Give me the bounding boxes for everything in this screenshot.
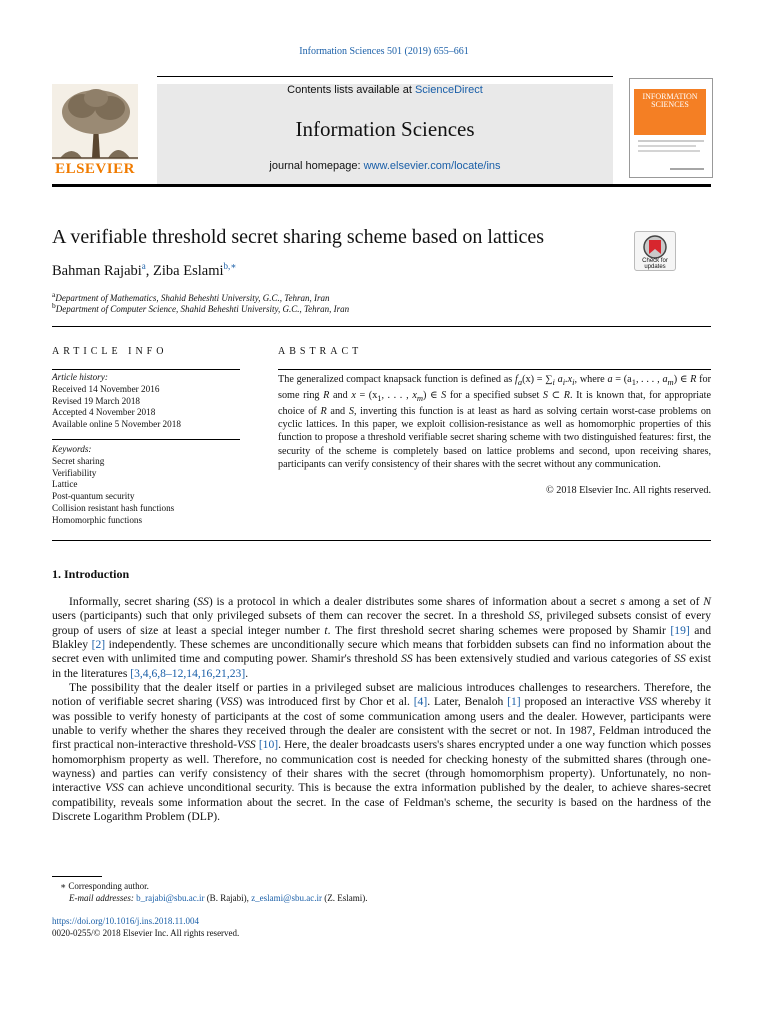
header-rule	[157, 76, 613, 77]
keyword: Homomorphic functions	[52, 514, 143, 525]
reference-link[interactable]: [1]	[507, 695, 521, 709]
keyword: Collision resistant hash functions	[52, 502, 175, 513]
article-info-heading: ARTICLE INFO	[52, 346, 168, 357]
article-history	[52, 372, 240, 431]
reference-link[interactable]: [3,4,6,8–12,14,16,21,23]	[130, 666, 246, 680]
affiliation-text: Department of Mathematics, Shahid Beheshti University, G.C., Tehran, Iran	[55, 293, 330, 303]
cover-title: INFORMATION SCIENCES	[642, 92, 698, 109]
contents-line	[157, 84, 613, 96]
abstract-text: The generalized compact knapsack function is defined as $f_a(x) = \sum_i$ $a_i.x_i$, where $a = (a_1$, . . . , $a_m$) ∈ R for some ring R and $x = (x_1$, . . . , $x_m$) ∈ S for a specified subset S ⊂ R. It is known that, for appropriate choice of R and S, inverting this function is at least as hard as solving certain worst-case problems on cyclic lattices. In this paper, we exploit collision-resistance as well as homomorphic properties of this function to propose a threshold verifiable secret sharing scheme with two distinguished features: first, the security of the scheme is completely based on lattice problems and second, upon receiving shares, participants can verify consistency of their shares with the secret without any communication.	[278, 374, 712, 470]
section-rule	[52, 540, 711, 541]
paragraph: The possibility that the dealer itself or parties in a privileged subset are malicious introduces challenges to researchers. Therefore, the notion of verifiable secret sharing (VSS) was introduced first by Chor et al. [4]. Later, Benaloh [1] proposed an interactive VSS whereby it was possible to verify honesty of participants at the cost of some communication among users and the dealer. However, participants were unable to verify whether the shares they received through the dealer are consistent with the secret or not. In 1987, Feldman introduced the first practical non-interactive threshold-VSS [10]. Here, the dealer broadcasts users's shares encrypted under a one way function which posses homomorphism property as well. Therefore, no communication cost is needed for checking honesty of the submitted shares (through one-wayness) and parties can verify consistency of their shares with the secret (through homomorphism property). Unfortunately, no non-interactive VSS can achieve unconditional security. This is because the extra information published by the dealer, to achieve shares-secret compatibility, reveals some information about the secret. In the case of Feldman's scheme, the security is based on the hardness of the Discrete Logarithm Problem (DLP).	[52, 681, 712, 824]
introduction-body	[52, 595, 711, 825]
header-thick-rule	[52, 184, 711, 187]
sciencedirect-link[interactable]: ScienceDirect	[414, 84, 483, 96]
doi-link[interactable]: https://doi.org/10.1016/j.ins.2018.11.004	[52, 916, 200, 926]
journal-cover	[629, 78, 713, 178]
journal-citation[interactable]: Information Sciences 501 (2019) 655–661	[299, 46, 469, 57]
elsevier-wordmark: ELSEVIER	[55, 161, 135, 177]
keyword: Secret sharing	[52, 455, 105, 466]
email-link[interactable]: z_eslami@sbu.ac.ir	[251, 893, 322, 903]
homepage-link[interactable]: www.elsevier.com/locate/ins	[363, 160, 501, 172]
abstract-heading: ABSTRACT	[278, 346, 363, 357]
history-label: Article history:	[52, 372, 108, 382]
abstract-rule	[278, 369, 711, 370]
footnote-text: Corresponding author.	[68, 881, 149, 891]
cover-text-lines-icon	[630, 79, 712, 177]
section-heading: 1. Introduction	[52, 567, 130, 581]
keywords-rule	[52, 439, 240, 440]
corresponding-author-note	[60, 880, 149, 892]
history-item: Accepted 4 November 2018	[52, 407, 156, 418]
keyword: Post-quantum security	[52, 491, 135, 502]
email-note: E-mail addresses: b_rajabi@sbu.ac.ir (B. Rajabi), z_eslami@sbu.ac.ir (Z. Eslami).	[69, 893, 368, 903]
article-title: A verifiable threshold secret sharing scheme based on lattices	[52, 226, 545, 248]
journal-name: Information Sciences	[295, 117, 475, 141]
author-affil-mark[interactable]: b,∗	[223, 261, 237, 271]
reference-link[interactable]: [4]	[413, 695, 428, 709]
keywords	[52, 444, 240, 527]
affiliation-mark: a	[52, 290, 56, 299]
homepage-prefix: journal homepage:	[269, 160, 364, 172]
affiliation-text: Department of Computer Science, Shahid Beheshti University, G.C., Tehran, Iran	[55, 304, 350, 314]
paragraph: Informally, secret sharing (SS) is a protocol in which a dealer distributes some shares of information about a secret s among a set of N users (participants) such that only privileged subsets of them can recover the secret. In a threshold SS, privileged subsets consist of every group of users of size at least a special integer number t. The first threshold secret sharing schemes were proposed by Shamir [19] and Blakley [2] independently. These schemes are unconditionally secure which means that forbidden subsets can find no information about the secret even with unlimited time and computing power. Shamir's threshold SS has been extensively studied and various categories of SS exist in the literatures [3,4,6,8–12,14,16,21,23].	[52, 595, 712, 680]
history-item: Available online 5 November 2018	[52, 419, 181, 430]
reference-link[interactable]: [10]	[258, 738, 279, 752]
author-name: Bahman Rajabi	[52, 262, 142, 279]
email-label: E-mail addresses:	[69, 893, 134, 903]
reference-link[interactable]: [19]	[670, 623, 690, 637]
copyright-notice: © 2018 Elsevier Inc. All rights reserved.	[545, 485, 711, 496]
issn-line: 0020-0255/© 2018 Elsevier Inc. All rights reserved.	[52, 928, 240, 938]
author-name: Ziba Eslami	[153, 262, 224, 279]
check-for-updates-button[interactable]	[634, 231, 676, 271]
crossmark-icon	[635, 234, 675, 260]
footnote-mark: ∗	[60, 881, 67, 891]
history-item: Revised 19 March 2018	[52, 395, 141, 406]
author-list: Bahman Rajabi$^a$, Ziba Eslami$^{b,∗}$	[52, 261, 237, 279]
section-rule	[52, 326, 711, 327]
email-link[interactable]: b_rajabi@sbu.ac.ir	[136, 893, 205, 903]
affiliation-mark: b	[52, 301, 56, 310]
crossmark-label: Check for updates	[642, 258, 668, 270]
article-info-rule	[52, 369, 240, 370]
contents-prefix: Contents lists available at	[287, 84, 415, 96]
keyword: Lattice	[52, 479, 78, 490]
history-item: Received 14 November 2016	[52, 383, 160, 394]
keywords-label: Keywords:	[52, 444, 92, 454]
footnote-rule	[52, 876, 102, 877]
homepage-line	[157, 160, 613, 172]
author-affil-mark[interactable]: a	[141, 261, 146, 271]
reference-link[interactable]: [2]	[91, 638, 106, 652]
affiliation	[52, 301, 349, 314]
keyword: Verifiability	[52, 467, 97, 478]
